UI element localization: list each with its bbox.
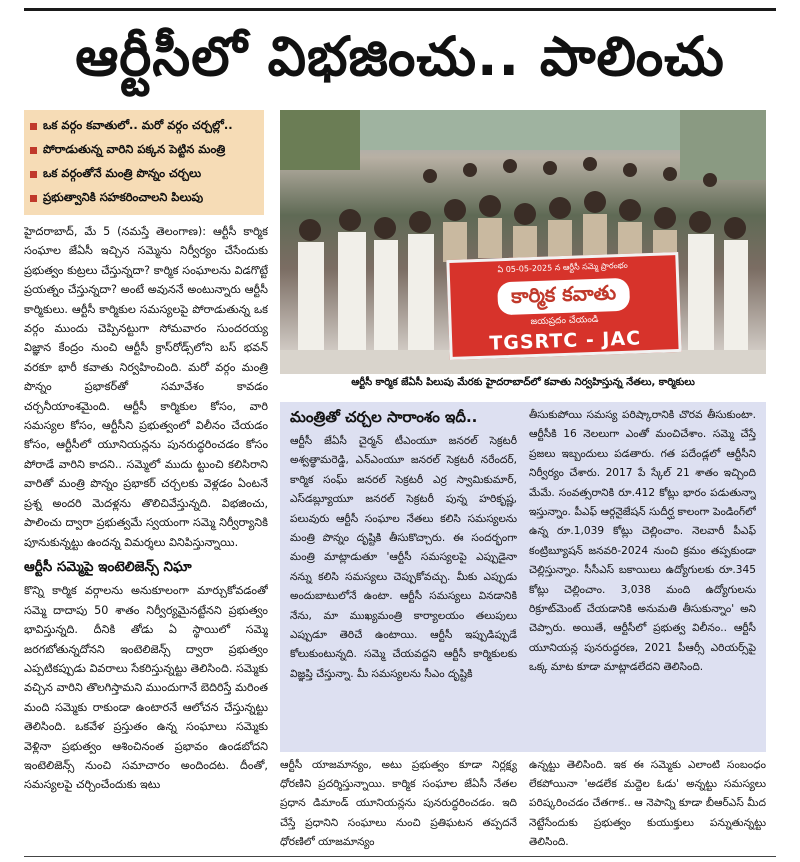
highlight-item: ఒక వర్గం కవాతులో.. మరో వర్గం చర్చల్లో.. — [30, 118, 258, 135]
banner-date-line: ఏ 05-05-2025 న ఆర్టీసీ సమ్మె ప్రారంభం — [497, 260, 628, 275]
rally-photo — [280, 110, 766, 374]
article-paragraph: హైదరాబాద్, మే 5 (నమస్తే తెలంగాణ): ఆర్టీసీ కార్మిక సంఘాల జేఏసీ ఇచ్చిన సమ్మెను నిర్వీర్యం చేసేందుకు ప్రభుత్వం కుట్రలు చేస్తున్నదా? కార్మిక సంఘాలను విడగొట్టే ప్రయత్నం చేస్తున్నదా? అంటే అవుననే అంటున్నారు ఆర్టీసీ కార్మికులు. ఆర్టీసీ కార్మికుల సమస్యలపై పోరాడుతున్న ఒక వర్గం ముందు చెప్పినట్టుగా సోమవారం సుందరయ్య విజ్ఞాన కేంద్రం నుంచి ఆర్టీసీ క్రాస్‌రోడ్స్‌లోని బస్ భవన్ వరకూ భారీ కవాతు నిర్వహించింది. మరో వర్గం మంత్రి పొన్నం ప్రభాకర్‌తో సమావేశం కావడం చర్చనీయాంశమైంది. ఆర్టీసీ కార్మికుల కోసం, వారి సమస్యల కోసం, ఆర్టీసీని ప్రభుత్వంలో విలీనం చేయడం కోసం, ఆర్టీసీలో యూనియన్లను పునరుద్ధరించడం కోసం పోరాడే వారిని కాదని.. సమ్మెలో ముదు ట్టుంచి కలిసిరాని వారితో మంత్రి పొన్నం ప్రభాకర్ చర్చలకు వెళ్లడం ఏంటనే ప్రశ్న అందరి మెదళ్లను తొలిచివేస్తున్నది. విభజించు, పాలించు ద్వారా ప్రభుత్వమే స్వయంగా సమ్మె నిర్వీర్యానికి పూనుకున్నట్టు ఉందన్న విమర్శలు వినిపిస్తున్నాయి. — [24, 225, 268, 549]
highlights-box — [24, 110, 264, 215]
highlight-item: ప్రభుత్వానికి సహకరించాలని పిలుపు — [30, 190, 258, 207]
photo-caption: ఆర్టీసీ కార్మిక జేఏసీ పిలుపు మేరకు హైదరాబాద్‌లో కవాతు నిర్వహిస్తున్న నేతలు, కార్మికులు — [351, 377, 695, 388]
article-paragraph: కొన్ని కార్మిక వర్గాలను అనుకూలంగా మార్చుకోవడంతో సమ్మె దాదాపు 50 శాతం నిర్వీర్యమైనట్టేనని ప్రభుత్వం భావిస్తున్నది. దీనికి తోడు ఏ స్థాయిలో సమ్మె జరగబోతున్నదోనని ఇంటెలిజెన్స్ ద్వారా ప్రభుత్వం ఎప్పటికప్పుడు వివరాలు సేకరిస్తున్నట్టు తెలిసింది. సమ్మెకు వచ్చిన వారిని తొలగిస్తామని ముందుగానే బెదిరిస్తే మరింత మంది సమ్మెకు రాకుండా ఉంటారనే ఆలోచన చేస్తున్నట్టు తెలిసింది. ఒకవేళ ప్రస్తుతం ఉన్న సంఘాలు సమ్మెకు వెళ్లినా ప్రభుత్వం ఆశించినంత ప్రభావం ఉండబోదని ఇంటెలిజెన్స్ నుంచి సమాచారం అందిందట. దీంతో, సమస్యలపై చర్చించేందుకు ఇటు — [24, 584, 268, 792]
summary-box-title: మంత్రితో చర్చల సారాంశం ఇదీ.. — [290, 408, 478, 426]
headline: ఆర్టీసీలో విభజించు.. పాలించు — [75, 24, 725, 88]
article-subheading: ఆర్టీసీ సమ్మెపై ఇంటెలిజెన్స్ నిఘా — [24, 558, 192, 575]
banner-subtitle: జయప్రదం చేయండి — [530, 314, 599, 328]
summary-column: తీసుకుపోయి సమస్య పరిష్కారానికి చొరవ తీసుకుంటా. ఆర్టీసీకి 16 నెలలుగా ఎంతో మంచిచేశాం. సమ్మె చేస్తే ప్రజలు ఇబ్బందులు పడతారు. గత పదేండ్లలో ఆర్టీసీని నిర్వీర్యం చేశారు. 2017 పే స్కేల్ 21 శాతం ఇచ్చింది మేమే. సంవత్సరానికి రూ.412 కోట్లు భారం పడుతున్నా ఇస్తున్నాం. పీఎఫ్ ఆర్గనైజేషన్ సుదీర్ఘ కాలంగా పెండింగ్‌లో ఉన్న రూ.1,039 కోట్లు చెల్లించాం. నెలవారీ పీఎఫ్ కంట్రిబ్యూషన్ జనవరి-2024 నుంచి క్రమం తప్పకుండా చెల్లిస్తున్నాం. సీసీఎస్ బకాయిలు ఉద్యోగులకు రూ.345 కోట్లు చెల్లించాం. 3,038 మంది ఉద్యోగులను రిక్రూట్‌మెంట్ చేయడానికి అనుమతి తీసుకున్నాం' అని చెప్పారు. అయితే, ఆర్టీసీలో ప్రభుత్వ విలీనం.. ఆర్టీసీ యూనియన్ల పునరుద్ధరణ, 2021 పీఆర్సీ ఎరియర్స్‌పై ఒక్క మాట కూడా మాట్లాడలేదని తెలిసింది. — [529, 409, 756, 674]
article-continuation — [280, 756, 766, 854]
highlight-item: ఒక వర్గంతోనే మంత్రి పొన్నం చర్చలు — [30, 166, 258, 183]
banner-title: కార్మిక కవాతు — [497, 278, 631, 316]
top-rule — [24, 8, 776, 11]
square-bullet-icon — [30, 195, 37, 202]
article-paragraph: ఉన్నట్టు తెలిసింది. ఇక ఈ సమ్మెకు ఎలాంటి సంబంధం లేకపోయినా 'అడలేక మద్దెల ఓడు' అన్నట్టు సమస్యలు పరిష్కరించడం చేతగాక.. ఆ నెపాన్ని కూడా బీఆర్ఎస్ మీద నెట్టేసేందుకు ప్రభుత్వం కుయుక్తులు పన్నుతున్నట్టు తెలిసింది. — [529, 759, 766, 848]
bottom-rule — [24, 856, 776, 857]
protest-banner — [446, 252, 681, 360]
square-bullet-icon — [30, 171, 37, 178]
article-paragraph: ఆర్టీసీ యాజమాన్యం, అటు ప్రభుత్వం కూడా నిర్లక్ష్య ధోరణిని ప్రదర్శిస్తున్నాయి. కార్మిక సంఘాల జేఏసీ నేతల ప్రధాన డిమాండ్ యూనియన్లను పునరుద్ధరించడం. ఇది చేస్తే ప్రధానిని సంఘాలు నుంచి ప్రతిఘటన తప్పదనే ధోరణిలో యాజమాన్యం — [280, 759, 517, 848]
square-bullet-icon — [30, 123, 37, 130]
highlight-item: పోరాడుతున్న వారిని పక్కన పెట్టిన మంత్రి — [30, 142, 258, 159]
banner-organization: TGSRTC - JAC — [488, 327, 642, 355]
square-bullet-icon — [30, 147, 37, 154]
summary-column: ఆర్టీసీ జేఏసీ చైర్మన్ టీఎంయూ జనరల్ సెక్రటరీ అశ్వత్థామరెడ్డి, ఎన్ఎంయూ జనరల్ సెక్రటరీ నరేందర్, కార్మిక సంఘ్ జనరల్ సెక్రటరీ ఎర్ర స్వామికుమార్, ఎస్‌డబ్ల్యూయూ జనరల్ సెక్రటరీ పున్న హరికృష్ణ, పలువురు ఆర్టీసీ సంఘాల నేతలు కలిసి సమస్యలను మంత్రి పొన్నం దృష్టికి తీసుకొచ్చారు. ఈ సందర్భంగా మంత్రి మాట్లాడుతూ 'ఆర్టీసీ సమస్యలపై ఎప్పుడైనా నన్ను కలిసి సమస్యలు చెప్పుకోవచ్చు. మీకు ఎప్పుడు అందుబాటులోనే ఉంటా. ఆర్టీసీ సమస్యలు వినడానికి నేను, మా ముఖ్యమంత్రి కార్యాలయం తలుపులు ఎప్పుడూ తెరిచే ఉంటాయి. ఆర్టీసీ ఇప్పుడిప్పుడే కోలుకుంటున్నది. సమ్మె చేయవద్దని ఆర్టీసీ కార్మికులకు విజ్ఞప్తి చేస్తున్నా. మీ సమస్యలను సీఎం దృష్టికి — [290, 435, 517, 680]
summary-box — [280, 402, 766, 752]
main-article — [24, 222, 268, 854]
